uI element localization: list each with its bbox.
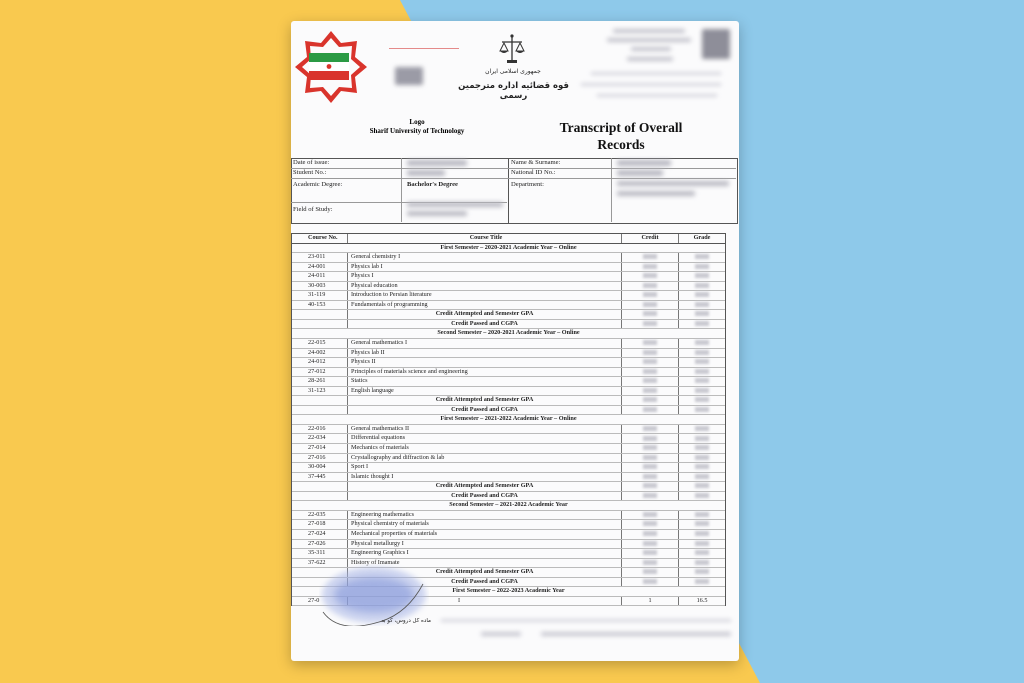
redacted-credit-total <box>643 321 657 326</box>
credit-header: Credit <box>621 234 678 243</box>
redacted-credit <box>643 359 657 364</box>
course-row <box>292 511 725 521</box>
course-title: Sport I <box>347 463 621 472</box>
credit <box>621 339 678 348</box>
course-table <box>291 233 726 606</box>
summary-row <box>292 320 725 330</box>
credit <box>621 358 678 367</box>
credit-total <box>621 482 678 491</box>
course-row <box>292 540 725 550</box>
credit <box>621 559 678 568</box>
redacted-grade <box>695 531 709 536</box>
summary-row <box>292 310 725 320</box>
course-number: 30-004 <box>308 463 326 471</box>
redacted-grade <box>695 550 709 555</box>
grade <box>678 368 725 377</box>
redacted-header-line <box>613 29 685 33</box>
redacted-credit-total <box>643 311 657 316</box>
redacted-credit <box>643 388 657 393</box>
credit-total <box>621 310 678 319</box>
redacted-header-line <box>591 72 721 75</box>
student-info-block <box>291 158 739 224</box>
course-number: 37-445 <box>308 472 326 480</box>
redacted-grade <box>695 455 709 460</box>
redacted-credit-total <box>643 569 657 574</box>
redacted-credit <box>643 541 657 546</box>
summary-spacer <box>292 320 347 329</box>
title-line-2: Records <box>597 137 645 152</box>
redacted-credit <box>643 436 657 441</box>
course-number: 40-153 <box>308 300 326 308</box>
translator-badge-icon <box>293 29 369 105</box>
redacted-credit <box>643 369 657 374</box>
summary-row <box>292 396 725 406</box>
scales-emblem-icon <box>499 33 525 65</box>
course-number: 27-0 <box>308 596 320 604</box>
course-number: 27-026 <box>308 539 326 547</box>
course-title: Fundamentals of programming <box>347 301 621 310</box>
course-row <box>292 444 725 454</box>
grade <box>678 520 725 529</box>
course-number: 22-034 <box>308 434 326 442</box>
credit <box>621 463 678 472</box>
summary-spacer <box>292 492 347 501</box>
grade <box>678 377 725 386</box>
redacted-id-badge <box>395 67 423 85</box>
page-title <box>541 119 701 153</box>
redacted-credit <box>643 455 657 460</box>
course-title: Engineering mathematics <box>347 511 621 520</box>
credit <box>621 253 678 262</box>
credit <box>621 425 678 434</box>
credit-total <box>621 396 678 405</box>
redacted-grade <box>695 474 709 479</box>
redacted-credit <box>643 474 657 479</box>
redacted-name <box>617 160 671 166</box>
course-row <box>292 425 725 435</box>
university-logo-block <box>347 118 487 136</box>
grade <box>678 301 725 310</box>
grade <box>678 444 725 453</box>
gpa-value <box>678 396 725 405</box>
redacted-gpa-value <box>695 579 709 584</box>
redacted-grade <box>695 378 709 383</box>
course-title: Physics lab I <box>347 263 621 272</box>
redacted-grade <box>695 436 709 441</box>
course-number: 24-002 <box>308 348 326 356</box>
credit <box>621 454 678 463</box>
course-title: Principles of materials science and engineering <box>347 368 621 377</box>
credit-total <box>621 492 678 501</box>
redacted-grade <box>695 445 709 450</box>
qr-code-icon <box>702 29 730 59</box>
course-number: 23-011 <box>308 253 326 261</box>
credit-total <box>621 578 678 587</box>
redacted-field-of-study <box>407 211 467 216</box>
course-row <box>292 253 725 263</box>
credit <box>621 530 678 539</box>
redacted-gpa-value <box>695 569 709 574</box>
gpa-value <box>678 320 725 329</box>
redacted-grade <box>695 426 709 431</box>
course-title-header: Course Title <box>347 234 621 243</box>
summary-row <box>292 482 725 492</box>
summary-label: Credit Attempted and Semester GPA <box>347 482 621 491</box>
course-row <box>292 463 725 473</box>
table-header-row <box>292 233 725 244</box>
redacted-department <box>617 191 695 196</box>
summary-label: Credit Passed and CGPA <box>347 320 621 329</box>
course-number: 27-016 <box>308 453 326 461</box>
redacted-credit-total <box>643 493 657 498</box>
course-row <box>292 473 725 483</box>
grade <box>678 358 725 367</box>
grade <box>678 272 725 281</box>
course-title: Physics I <box>347 272 621 281</box>
course-number: 35-311 <box>308 549 326 557</box>
label-academic-degree: Academic Degree: <box>293 181 343 188</box>
gpa-value <box>678 310 725 319</box>
grade <box>678 339 725 348</box>
course-row <box>292 377 725 387</box>
course-title: Mechanics of materials <box>347 444 621 453</box>
summary-label: Credit Passed and CGPA <box>347 406 621 415</box>
course-number: 22-016 <box>308 424 326 432</box>
course-row <box>292 263 725 273</box>
course-title: Mechanical properties of materials <box>347 530 621 539</box>
redacted-credit <box>643 302 657 307</box>
redacted-credit-total <box>643 483 657 488</box>
course-number: 27-014 <box>308 444 326 452</box>
credit <box>621 434 678 443</box>
semester-title-row <box>292 329 725 339</box>
info-hline <box>291 178 736 179</box>
label-department: Department: <box>511 181 544 188</box>
redacted-credit <box>643 464 657 469</box>
credit <box>621 540 678 549</box>
semester-title-row <box>292 501 725 511</box>
academic-degree-value: Bachelor's Degree <box>407 181 458 188</box>
course-row <box>292 368 725 378</box>
summary-label: Credit Attempted and Semester GPA <box>347 568 621 577</box>
course-title: Engineering Graphics I <box>347 549 621 558</box>
redacted-credit-total <box>643 397 657 402</box>
redacted-grade <box>695 512 709 517</box>
course-row <box>292 549 725 559</box>
redacted-gpa-value <box>695 407 709 412</box>
semester-title: Second Semester – 2021-2022 Academic Year <box>449 501 568 509</box>
summary-label: Credit Attempted and Semester GPA <box>347 396 621 405</box>
grade <box>678 463 725 472</box>
course-row <box>292 272 725 282</box>
summary-row <box>292 492 725 502</box>
summary-spacer <box>292 482 347 491</box>
course-row <box>292 339 725 349</box>
course-number: 31-119 <box>308 291 326 299</box>
redacted-grade <box>695 369 709 374</box>
credit <box>621 511 678 520</box>
redacted-field-of-study <box>407 202 503 207</box>
gpa-value <box>678 482 725 491</box>
semester-title: Second Semester – 2020-2021 Academic Year – Online <box>437 329 580 337</box>
summary-label: Credit Passed and CGPA <box>347 492 621 501</box>
redacted-credit-total <box>643 407 657 412</box>
course-row <box>292 358 725 368</box>
gpa-value <box>678 406 725 415</box>
redacted-credit <box>643 340 657 345</box>
redacted-grade <box>695 283 709 288</box>
grade-header: Grade <box>678 234 725 243</box>
credit <box>621 444 678 453</box>
credit-total <box>621 320 678 329</box>
credit <box>621 377 678 386</box>
summary-row <box>292 406 725 416</box>
gpa-value <box>678 568 725 577</box>
course-title: General mathematics I <box>347 339 621 348</box>
summary-spacer <box>292 406 347 415</box>
credit <box>621 272 678 281</box>
grade <box>678 282 725 291</box>
course-row <box>292 530 725 540</box>
credit <box>621 387 678 396</box>
semester-title: First Semester – 2021-2022 Academic Year – Online <box>440 415 577 423</box>
grade <box>678 530 725 539</box>
course-number: 24-012 <box>308 358 326 366</box>
redacted-credit <box>643 273 657 278</box>
redacted-grade <box>695 273 709 278</box>
course-title: I <box>347 597 621 606</box>
course-number: 31-123 <box>308 386 326 394</box>
redacted-credit <box>643 521 657 526</box>
redacted-gpa-value <box>695 397 709 402</box>
course-title: English language <box>347 387 621 396</box>
course-number: 24-011 <box>308 272 326 280</box>
grade <box>678 434 725 443</box>
grade <box>678 263 725 272</box>
course-title: Physics II <box>347 358 621 367</box>
course-number: 22-035 <box>308 510 326 518</box>
redacted-grade <box>695 340 709 345</box>
redacted-credit <box>643 292 657 297</box>
red-marking <box>389 48 459 55</box>
redacted-credit <box>643 512 657 517</box>
redacted-grade <box>695 359 709 364</box>
summary-label: Credit Passed and CGPA <box>347 578 621 587</box>
course-number: 28-261 <box>308 377 326 385</box>
redacted-grade <box>695 388 709 393</box>
grade <box>678 425 725 434</box>
redacted-footer-line <box>441 619 731 622</box>
redacted-credit <box>643 426 657 431</box>
semester-title-row <box>292 415 725 425</box>
label-name-surname: Name & Surname: <box>511 159 561 166</box>
transcript-document <box>291 21 739 661</box>
persian-subheader: جمهوری اسلامی ایران <box>485 68 541 75</box>
credit <box>621 282 678 291</box>
course-title: Islamic thought I <box>347 473 621 482</box>
redacted-gpa-value <box>695 321 709 326</box>
redacted-date-value <box>407 160 467 166</box>
course-number: 22-015 <box>308 339 326 347</box>
redacted-grade <box>695 264 709 269</box>
title-line-1: Transcript of Overall <box>559 120 683 135</box>
redacted-credit <box>643 350 657 355</box>
course-title: Introduction to Persian literature <box>347 291 621 300</box>
course-title: Statics <box>347 377 621 386</box>
redacted-student-no <box>407 170 445 176</box>
redacted-grade <box>695 302 709 307</box>
gpa-value <box>678 492 725 501</box>
footer-persian-note: ماده کل دروس، کو به <box>381 618 431 624</box>
credit-total <box>621 406 678 415</box>
redacted-footer-text <box>481 632 521 636</box>
persian-header: قوه قضائیه اداره مترجمین رسمی <box>458 81 569 101</box>
redacted-credit <box>643 560 657 565</box>
redacted-grade <box>695 521 709 526</box>
credit-total <box>621 568 678 577</box>
semester-title-row <box>292 244 725 254</box>
course-title: Differential equations <box>347 434 621 443</box>
label-date-of-issue: Date of issue: <box>293 159 330 166</box>
redacted-department <box>617 181 729 186</box>
logo-label: Logo <box>409 118 425 126</box>
grade <box>678 511 725 520</box>
redacted-credit <box>643 550 657 555</box>
label-student-no: Student No.: <box>293 169 327 176</box>
redacted-credit-total <box>643 579 657 584</box>
grade <box>678 473 725 482</box>
redacted-credit <box>643 378 657 383</box>
credit <box>621 263 678 272</box>
grade <box>678 454 725 463</box>
redacted-grade <box>695 560 709 565</box>
grade <box>678 291 725 300</box>
course-title: General chemistry I <box>347 253 621 262</box>
credit <box>621 301 678 310</box>
redacted-grade <box>695 292 709 297</box>
summary-label: Credit Attempted and Semester GPA <box>347 310 621 319</box>
grade <box>678 559 725 568</box>
redacted-header-line <box>607 38 691 42</box>
label-field-of-study: Field of Study: <box>293 206 333 213</box>
course-title: History of Imamate <box>347 559 621 568</box>
course-row <box>292 454 725 464</box>
redacted-gpa-value <box>695 493 709 498</box>
semester-title: First Semester – 2020-2021 Academic Year – Online <box>440 243 577 251</box>
redacted-grade <box>695 254 709 259</box>
grade <box>678 549 725 558</box>
grade <box>678 387 725 396</box>
course-number: 37-622 <box>308 558 326 566</box>
redacted-credit <box>643 531 657 536</box>
redacted-grade <box>695 464 709 469</box>
grade <box>678 540 725 549</box>
grade <box>678 253 725 262</box>
redacted-header-line <box>581 83 721 86</box>
course-row <box>292 301 725 311</box>
credit <box>621 549 678 558</box>
course-row <box>292 282 725 292</box>
redacted-credit <box>643 264 657 269</box>
credit-value: 1 <box>621 597 678 606</box>
redacted-gpa-value <box>695 483 709 488</box>
summary-spacer <box>292 396 347 405</box>
course-number: 27-018 <box>308 520 326 528</box>
course-title: Physical education <box>347 282 621 291</box>
semester-title: First Semester – 2022-2023 Academic Year <box>452 587 565 595</box>
grade <box>678 349 725 358</box>
course-row <box>292 349 725 359</box>
course-row <box>292 291 725 301</box>
credit <box>621 349 678 358</box>
university-name: Sharif University of Technology <box>369 127 465 135</box>
gpa-value <box>678 578 725 587</box>
redacted-header-line <box>597 94 717 97</box>
course-row <box>292 434 725 444</box>
grade-value: 16.5 <box>678 597 725 606</box>
summary-spacer <box>292 310 347 319</box>
redacted-credit <box>643 254 657 259</box>
course-title: Physical metallurgy I <box>347 540 621 549</box>
course-row <box>292 387 725 397</box>
course-number: 24-001 <box>308 262 326 270</box>
redacted-gpa-value <box>695 311 709 316</box>
redacted-grade <box>695 350 709 355</box>
redacted-header-line <box>627 57 673 61</box>
course-title: General mathematics II <box>347 425 621 434</box>
redacted-national-id <box>617 170 663 176</box>
label-national-id: National ID No.: <box>511 169 556 176</box>
course-number: 27-012 <box>308 367 326 375</box>
course-number: 27-024 <box>308 529 326 537</box>
credit <box>621 520 678 529</box>
course-title: Crystallography and diffraction & lab <box>347 454 621 463</box>
course-number: 30-003 <box>308 281 326 289</box>
redacted-credit <box>643 445 657 450</box>
course-title: Physical chemistry of materials <box>347 520 621 529</box>
course-title: Physics lab II <box>347 349 621 358</box>
redacted-header-line <box>631 47 671 51</box>
redacted-credit <box>643 283 657 288</box>
credit <box>621 368 678 377</box>
official-stamp-icon <box>319 564 429 626</box>
credit <box>621 291 678 300</box>
redacted-grade <box>695 541 709 546</box>
course-row <box>292 520 725 530</box>
redacted-footer-text <box>541 632 731 636</box>
course-no-header: Course No. <box>308 234 338 241</box>
credit <box>621 473 678 482</box>
